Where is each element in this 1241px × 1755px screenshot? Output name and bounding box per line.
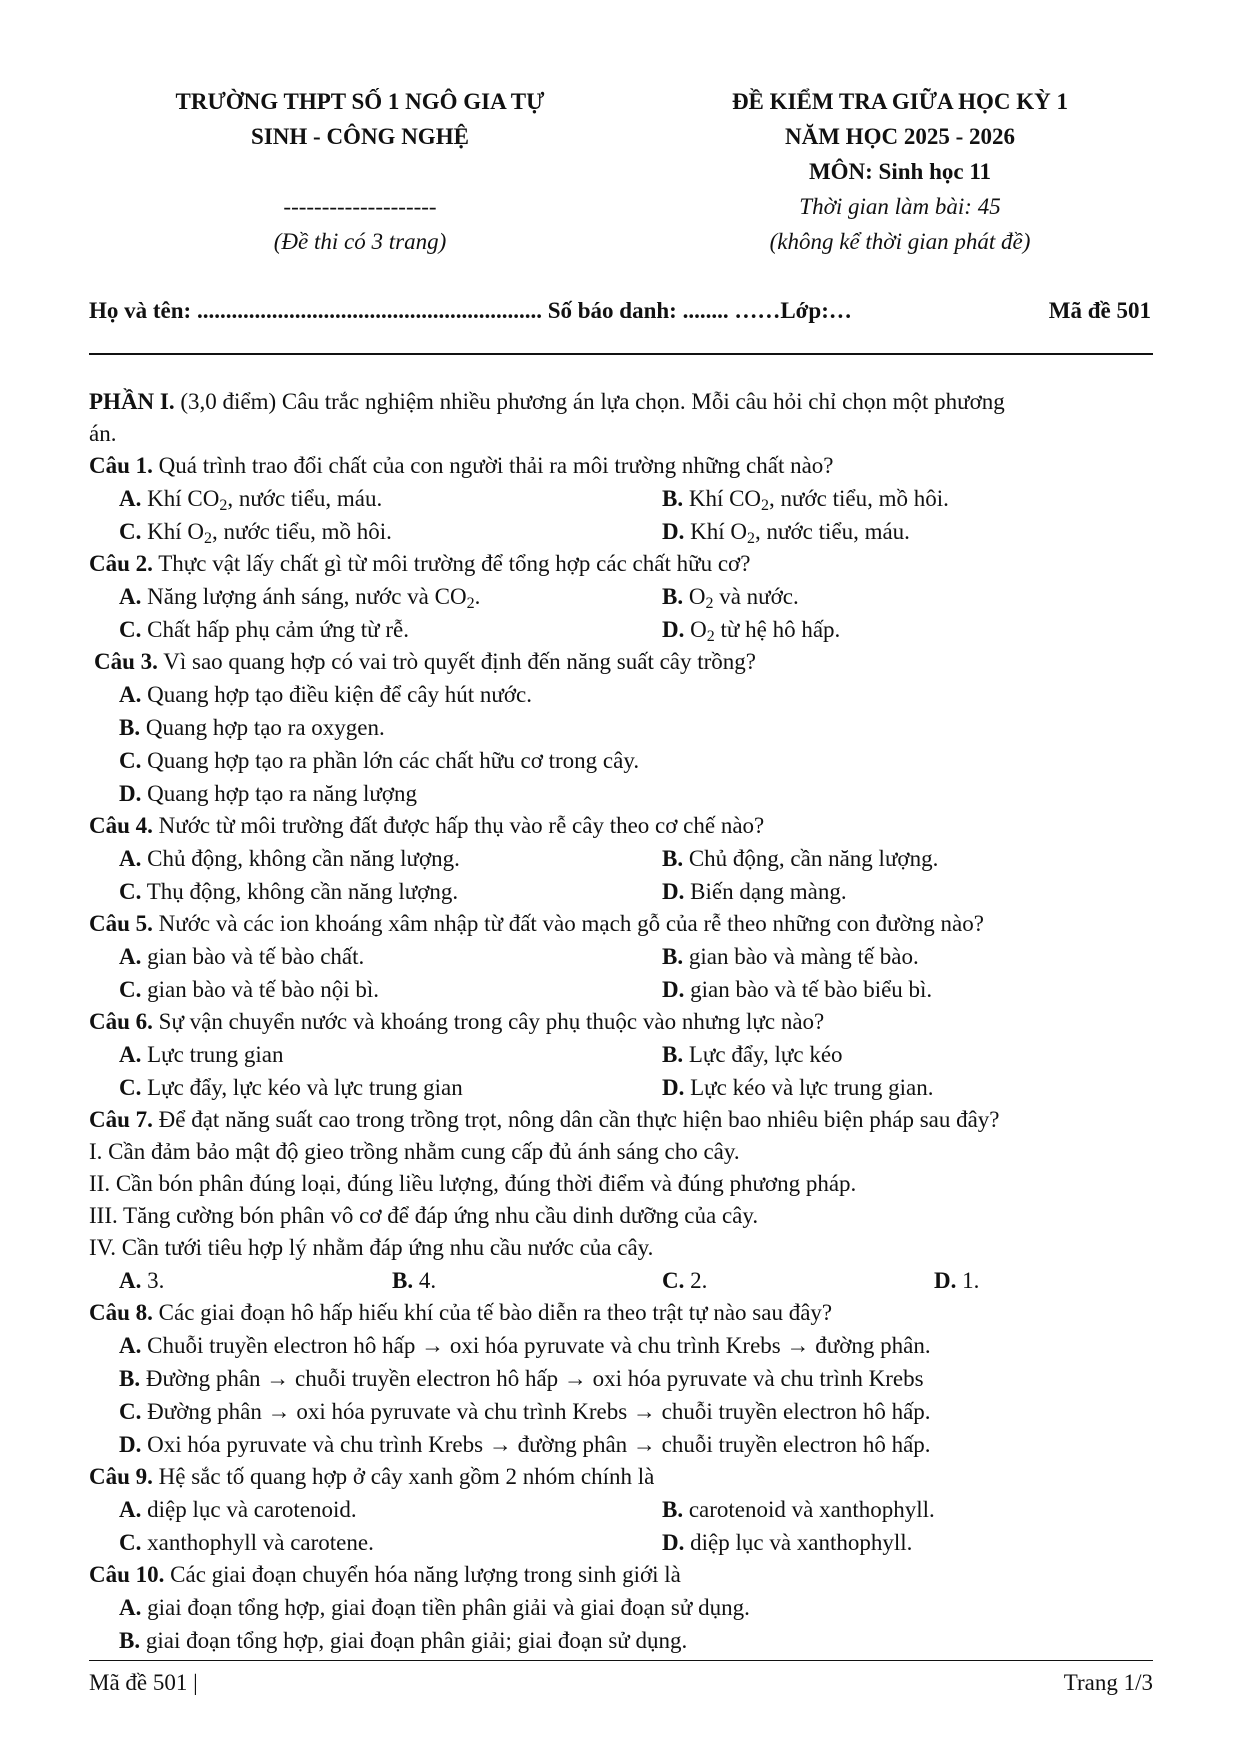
question-5	[89, 908, 1153, 1006]
option-b	[119, 715, 385, 740]
option-text: 3.	[141, 1268, 165, 1293]
option-a	[119, 842, 460, 875]
options-row	[89, 1526, 1153, 1559]
option-letter: C.	[119, 1075, 142, 1100]
subscript: 2	[706, 628, 715, 645]
options-row	[89, 875, 1153, 908]
option-letter: C.	[119, 977, 142, 1002]
option-letter: B.	[119, 715, 141, 740]
option-text: Biến dạng màng.	[684, 879, 847, 904]
option-c	[119, 973, 379, 1006]
option-letter: D.	[662, 1075, 685, 1100]
question-text: Các giai đoạn chuyển hóa năng lượng trong sinh giới là	[164, 1562, 681, 1587]
student-info-row	[89, 294, 1151, 328]
school-name: TRƯỜNG THPT SỐ 1 NGÔ GIA TỰ	[175, 89, 545, 114]
question-list	[89, 450, 1153, 1657]
question-label: Câu 2.	[89, 551, 153, 576]
question-3	[89, 646, 1153, 810]
statement: I. Cần đảm bảo mật độ gieo trồng nhằm cung cấp đủ ánh sáng cho cây.	[89, 1139, 740, 1164]
option-a	[119, 1595, 750, 1620]
option-a	[119, 1264, 164, 1297]
option-text: Chủ động, không cần năng lượng.	[141, 846, 460, 871]
option-letter: B.	[662, 486, 684, 511]
school-block	[120, 84, 600, 259]
question-stem	[89, 1104, 1153, 1136]
option-text: Lực đẩy, lực kéo và lực trung gian	[141, 1075, 463, 1100]
options-row	[89, 580, 1153, 613]
option-b	[662, 1038, 843, 1071]
option-b	[662, 842, 938, 875]
question-text: Hệ sắc tố quang hợp ở cây xanh gồm 2 nhóm chính là	[152, 1464, 655, 1489]
school-year: NĂM HỌC 2025 - 2026	[785, 124, 1015, 149]
options-row	[89, 1362, 1153, 1395]
option-c	[119, 875, 458, 908]
subscript: 2	[761, 497, 770, 514]
subscript: 2	[747, 530, 755, 547]
option-text: gian bào và tế bào chất.	[141, 944, 365, 969]
option-text: Thụ động, không cần năng lượng.	[141, 879, 459, 904]
option-letter: D.	[662, 519, 685, 544]
option-letter: B.	[392, 1268, 414, 1293]
option-letter: B.	[662, 944, 684, 969]
option-letter: A.	[119, 1268, 142, 1293]
exam-code: Mã đề 501	[1048, 298, 1151, 323]
exam-title-block	[640, 84, 1160, 259]
option-text: Chuỗi truyền electron hô hấp → oxi hóa pyruvate và chu trình Krebs → đường phân.	[141, 1333, 931, 1358]
question-stem	[89, 646, 1153, 678]
pages-note: (Đề thi có 3 trang)	[273, 229, 447, 254]
option-c	[119, 748, 639, 773]
option-d	[662, 1526, 912, 1559]
option-letter: D.	[119, 781, 142, 806]
part1-heading-cont: án.	[89, 421, 117, 446]
part1-text: (3,0 điểm) Câu trắc nghiệm nhiều phương án lựa chọn. Mỗi câu hỏi chỉ chọn một phương	[174, 389, 1005, 414]
question-text: Quá trình trao đổi chất của con người thải ra môi trường những chất nào?	[152, 453, 834, 478]
options-row	[89, 678, 1153, 711]
option-letter: D.	[934, 1268, 957, 1293]
question-text: Nước và các ion khoáng xâm nhập từ đất vào mạch gỗ của rễ theo những con đường nào?	[152, 911, 984, 936]
options-row	[89, 1329, 1153, 1362]
option-letter: A.	[119, 1042, 142, 1067]
option-letter: C.	[662, 1268, 685, 1293]
statement: II. Cần bón phân đúng loại, đúng liều lượng, đúng thời điểm và đúng phương pháp.	[89, 1171, 857, 1196]
options-row	[89, 842, 1153, 875]
option-d	[662, 1071, 933, 1104]
question-text: Thực vật lấy chất gì từ môi trường để tổng hợp các chất hữu cơ?	[152, 551, 751, 576]
option-text: Quang hợp tạo điều kiện để cây hút nước.	[141, 682, 533, 707]
option-text: gian bào và màng tế bào.	[683, 944, 919, 969]
question-7	[89, 1104, 1153, 1297]
option-letter: C.	[119, 617, 142, 642]
option-text: 2.	[684, 1268, 708, 1293]
option-text: Năng lượng ánh sáng, nước và CO	[141, 584, 467, 609]
options-row	[89, 1493, 1153, 1526]
option-text: Đường phân → oxi hóa pyruvate và chu trình Krebs → chuỗi truyền electron hô hấp.	[141, 1399, 931, 1424]
question-label: Câu 1.	[89, 453, 153, 478]
option-letter: A.	[119, 682, 142, 707]
option-letter: B.	[662, 846, 684, 871]
header-divider	[89, 353, 1153, 355]
option-letter: A.	[119, 486, 142, 511]
option-letter: C.	[119, 879, 142, 904]
option-letter: C.	[119, 519, 142, 544]
option-text: gian bào và tế bào biểu bì.	[684, 977, 933, 1002]
student-id-field: Số báo danh: ........ ……	[547, 298, 781, 323]
option-letter: B.	[119, 1366, 141, 1391]
option-text: carotenoid và xanthophyll.	[683, 1497, 935, 1522]
option-d	[662, 515, 910, 548]
option-letter: C.	[119, 1399, 142, 1424]
option-letter: A.	[119, 944, 142, 969]
question-stem	[89, 810, 1153, 842]
footer-exam-code: Mã đề 501 |	[89, 1670, 198, 1695]
option-b	[119, 1366, 924, 1391]
question-label: Câu 3.	[94, 649, 158, 674]
options-row	[89, 613, 1153, 646]
question-4	[89, 810, 1153, 908]
option-text: 4.	[413, 1268, 437, 1293]
option-text-tail: , nước tiểu, máu.	[227, 486, 383, 511]
option-text: gian bào và tế bào nội bì.	[141, 977, 379, 1002]
option-letter: A.	[119, 1333, 142, 1358]
option-text-tail: , nước tiểu, mồ hôi.	[212, 519, 392, 544]
subscript: 2	[219, 497, 228, 514]
option-text: Khí CO	[683, 486, 762, 511]
option-b	[119, 1628, 687, 1653]
option-letter: D.	[662, 1530, 685, 1555]
subject: MÔN: Sinh học 11	[808, 159, 992, 184]
option-text: Đường phân → chuỗi truyền electron hô hấp → oxi hóa pyruvate và chu trình Krebs	[140, 1366, 924, 1391]
option-text-tail: từ hệ hô hấp.	[714, 617, 841, 642]
option-a	[119, 1333, 931, 1358]
option-text: Lực đẩy, lực kéo	[683, 1042, 843, 1067]
statement: III. Tăng cường bón phân vô cơ để đáp ứng nhu cầu dinh dưỡng của cây.	[89, 1203, 759, 1228]
options-row	[89, 777, 1153, 810]
option-text-tail: , nước tiểu, máu.	[755, 519, 910, 544]
option-b	[662, 1493, 935, 1526]
blank-line	[120, 154, 600, 189]
options-row	[89, 744, 1153, 777]
option-text-tail: .	[474, 584, 481, 609]
subscript: 2	[466, 595, 475, 612]
exam-content	[89, 386, 1153, 1657]
question-label: Câu 6.	[89, 1009, 153, 1034]
option-b	[392, 1264, 436, 1297]
option-text: Quang hợp tạo ra oxygen.	[140, 715, 385, 740]
question-stem	[89, 1297, 1153, 1329]
options-row	[89, 1071, 1153, 1104]
option-text: Oxi hóa pyruvate và chu trình Krebs → đường phân → chuỗi truyền electron hô hấp.	[141, 1432, 931, 1457]
question-stem	[89, 1006, 1153, 1038]
subscript: 2	[204, 530, 212, 547]
option-c	[119, 515, 392, 548]
option-letter: D.	[119, 1432, 142, 1457]
option-letter: C.	[119, 1530, 142, 1555]
option-c	[119, 1399, 931, 1424]
question-9	[89, 1461, 1153, 1559]
options-row	[89, 1591, 1153, 1624]
statement: IV. Cần tưới tiêu hợp lý nhằm đáp ứng nhu cầu nước của cây.	[89, 1235, 654, 1260]
option-text: Quang hợp tạo ra năng lượng	[141, 781, 418, 806]
option-a	[119, 482, 382, 515]
option-text: giai đoạn tổng hợp, giai đoạn phân giải; giai đoạn sử dụng.	[140, 1628, 688, 1653]
question-label: Câu 4.	[89, 813, 153, 838]
option-letter: B.	[662, 1497, 684, 1522]
option-c	[119, 613, 409, 646]
option-text: diệp lục và xanthophyll.	[684, 1530, 913, 1555]
question-label: Câu 8.	[89, 1300, 153, 1325]
option-b	[662, 482, 949, 515]
question-text: Để đạt năng suất cao trong trồng trọt, nông dân cần thực hiện bao nhiêu biện pháp sau đây?	[152, 1107, 1000, 1132]
option-a	[119, 1493, 357, 1526]
question-label: Câu 10.	[89, 1562, 165, 1587]
option-text: 1.	[956, 1268, 980, 1293]
option-letter: A.	[119, 1497, 142, 1522]
option-text: O	[683, 584, 706, 609]
option-text: Chất hấp phụ cảm ứng từ rễ.	[141, 617, 410, 642]
question-text: Các giai đoạn hô hấp hiếu khí của tế bào diễn ra theo trật tự nào sau đây?	[152, 1300, 833, 1325]
option-text: Khí CO	[141, 486, 220, 511]
option-a	[119, 580, 480, 613]
option-letter: D.	[662, 977, 685, 1002]
question-8	[89, 1297, 1153, 1461]
option-text: xanthophyll và carotene.	[141, 1530, 374, 1555]
question-10	[89, 1559, 1153, 1657]
option-text: Chủ động, cần năng lượng.	[683, 846, 939, 871]
question-2	[89, 548, 1153, 646]
option-text: Khí O	[684, 519, 747, 544]
option-text-tail: và nước.	[713, 584, 799, 609]
question-label: Câu 5.	[89, 911, 153, 936]
options-row	[89, 1428, 1153, 1461]
footer-page-number: Trang 1/3	[1063, 1670, 1153, 1695]
student-name-field: Họ và tên: ............................................................	[89, 298, 542, 323]
option-text: O	[684, 617, 707, 642]
exam-time: Thời gian làm bài: 45	[799, 194, 1001, 219]
option-d	[662, 973, 932, 1006]
option-text-tail: , nước tiểu, mồ hôi.	[769, 486, 949, 511]
option-c	[662, 1264, 707, 1297]
question-text: Vì sao quang hợp có vai trò quyết định đến năng suất cây trồng?	[157, 649, 757, 674]
options-row	[89, 1624, 1153, 1657]
question-stem	[89, 1559, 1153, 1591]
exam-title: ĐỀ KIỂM TRA GIỮA HỌC KỲ 1	[731, 89, 1069, 114]
options-row	[89, 482, 1153, 515]
option-text: diệp lục và carotenoid.	[141, 1497, 357, 1522]
option-c	[119, 1071, 463, 1104]
option-a	[119, 940, 364, 973]
option-a	[119, 1038, 284, 1071]
department-name: SINH - CÔNG NGHỆ	[251, 124, 469, 149]
option-d	[662, 613, 840, 646]
option-text: Lực trung gian	[141, 1042, 284, 1067]
time-note: (không kể thời gian phát đề)	[769, 229, 1031, 254]
option-letter: A.	[119, 846, 142, 871]
options-row	[89, 1264, 1153, 1297]
question-1	[89, 450, 1153, 548]
part1-heading	[89, 386, 1153, 418]
class-field: Lớp:…	[780, 298, 852, 323]
options-row	[89, 515, 1153, 548]
option-d	[119, 781, 417, 806]
option-letter: B.	[662, 1042, 684, 1067]
option-letter: D.	[662, 879, 685, 904]
option-text: Khí O	[141, 519, 204, 544]
option-b	[662, 940, 919, 973]
option-b	[662, 580, 799, 613]
question-6	[89, 1006, 1153, 1104]
option-letter: B.	[119, 1628, 141, 1653]
option-letter: B.	[662, 584, 684, 609]
option-d	[662, 875, 847, 908]
option-letter: D.	[662, 617, 685, 642]
question-label: Câu 7.	[89, 1107, 153, 1132]
question-label: Câu 9.	[89, 1464, 153, 1489]
question-text: Nước từ môi trường đất được hấp thụ vào rễ cây theo cơ chế nào?	[152, 813, 765, 838]
dash-separator: --------------------	[283, 194, 437, 219]
option-c	[119, 1526, 374, 1559]
options-row	[89, 1038, 1153, 1071]
option-letter: C.	[119, 748, 142, 773]
option-text: Lực kéo và lực trung gian.	[684, 1075, 934, 1100]
options-row	[89, 1395, 1153, 1428]
part1-label: PHẦN I.	[89, 389, 175, 414]
question-text: Sự vận chuyển nước và khoáng trong cây phụ thuộc vào nhưng lực nào?	[152, 1009, 825, 1034]
question-stem	[89, 548, 1153, 580]
question-stem	[89, 908, 1153, 940]
options-row	[89, 973, 1153, 1006]
options-row	[89, 711, 1153, 744]
question-stem	[89, 1461, 1153, 1493]
option-letter: A.	[119, 584, 142, 609]
subscript: 2	[705, 595, 714, 612]
question-stem	[89, 450, 1153, 482]
option-d	[934, 1264, 979, 1297]
options-row	[89, 940, 1153, 973]
option-letter: A.	[119, 1595, 142, 1620]
option-text: giai đoạn tổng hợp, giai đoạn tiền phân giải và giai đoạn sử dụng.	[141, 1595, 750, 1620]
option-d	[119, 1432, 931, 1457]
option-text: Quang hợp tạo ra phần lớn các chất hữu cơ trong cây.	[141, 748, 640, 773]
page-footer	[89, 1660, 1153, 1701]
option-a	[119, 682, 532, 707]
